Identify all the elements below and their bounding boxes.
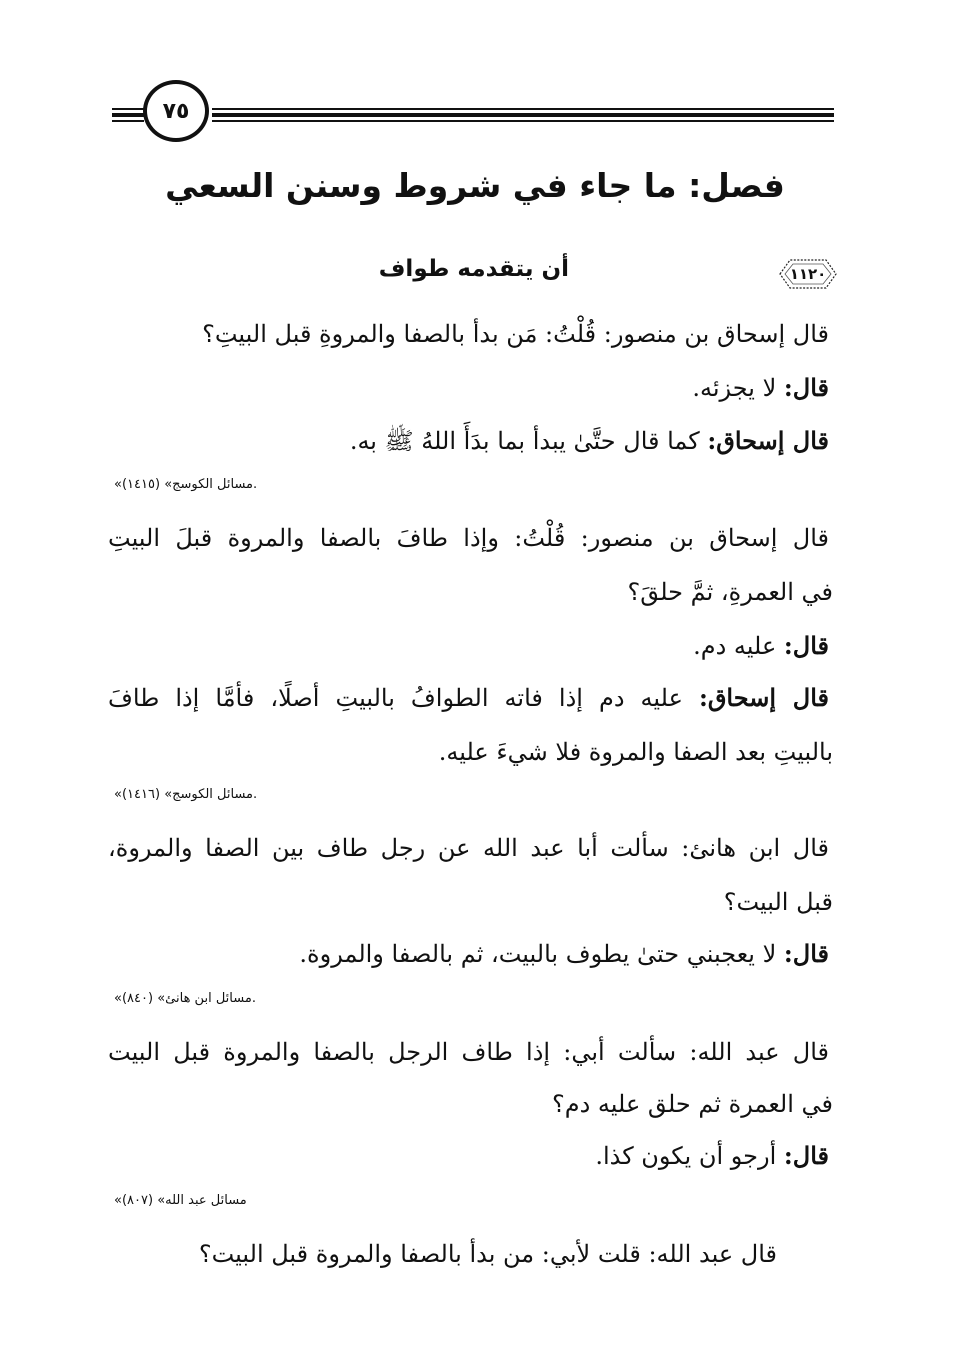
answer-line — [692, 368, 829, 408]
speaker-label: قال: — [783, 1141, 829, 1170]
header-rule-left — [112, 108, 144, 122]
answer-line — [108, 678, 829, 718]
source-citation: «مسائل ابن هانئ» (٨٤٠). — [114, 991, 256, 1006]
answer-line — [693, 626, 829, 666]
text-line: قبل البيت؟ — [723, 888, 833, 916]
chapter-title: فصل: ما جاء في شروط وسنن السعي — [165, 166, 785, 205]
speaker-label: قال: — [783, 631, 829, 660]
speaker-label: قال إسحاق: — [698, 683, 829, 712]
answer-line — [350, 421, 829, 461]
header-rule-right — [212, 108, 834, 122]
answer-text: لا يجزئه. — [692, 374, 784, 402]
text-line: في العمرة ثم حلق عليه دم؟ — [552, 1090, 833, 1118]
source-citation: «مسائل عبد الله» (٨٠٧) — [114, 1193, 247, 1208]
text-line: قال ابن هانئ: سألت أبا عبد الله عن رجل طاف بين الصفا والمروة، — [108, 834, 829, 862]
answer-text: كما قال حتَّىٰ يبدأ بما بدَأَ اللهُ ﷺ به. — [349, 427, 708, 455]
text-line: قال عبد الله: سألت أبي: إذا طاف الرجل بالصفا والمروة قبل البيت — [108, 1038, 829, 1066]
answer-line — [595, 1136, 829, 1176]
speaker-label: قال: — [783, 939, 829, 968]
source-citation: «مسائل الكوسج» (١٤١٥). — [114, 477, 258, 492]
answer-text: لا يعجبني حتىٰ يطوف بالبيت، ثم بالصفا والمروة. — [299, 940, 784, 968]
text-line: قال عبد الله: قلت لأبي: من بدأ بالصفا والمروة قبل البيت؟ — [198, 1240, 777, 1268]
text-line: في العمرةِ، ثمَّ حلقَ؟ — [627, 578, 833, 606]
section-heading: أن يتقدمه طواف — [378, 256, 569, 282]
answer-text: أرجو أن يكون كذا. — [595, 1142, 784, 1170]
answer-text: عليه دم إذا فاته الطوافُ بالبيتِ أصلًا، فأمَّا إذا طافَ — [108, 684, 699, 712]
text-line: قال إسحاق بن منصور: قُلْتُ: وإذا طافَ بالصفا والمروة قبلَ البيتِ — [108, 524, 829, 552]
text-line: قال إسحاق بن منصور: قُلْتُ: مَن بدأ بالصفا والمروةِ قبل البيتِ؟ — [202, 320, 829, 348]
speaker-label: قال: — [783, 373, 829, 402]
text-line: بالبيتِ بعد الصفا والمروة فلا شيءَ عليه. — [438, 738, 833, 766]
page-number: ٧٥ — [143, 80, 209, 142]
section-number: ١١٢٠ — [789, 265, 827, 283]
speaker-label: قال إسحاق: — [707, 426, 829, 455]
answer-text: عليه دم. — [693, 632, 784, 660]
section-number-badge — [776, 254, 840, 294]
answer-line — [299, 934, 829, 974]
source-citation: «مسائل الكوسج» (١٤١٦). — [114, 787, 258, 802]
